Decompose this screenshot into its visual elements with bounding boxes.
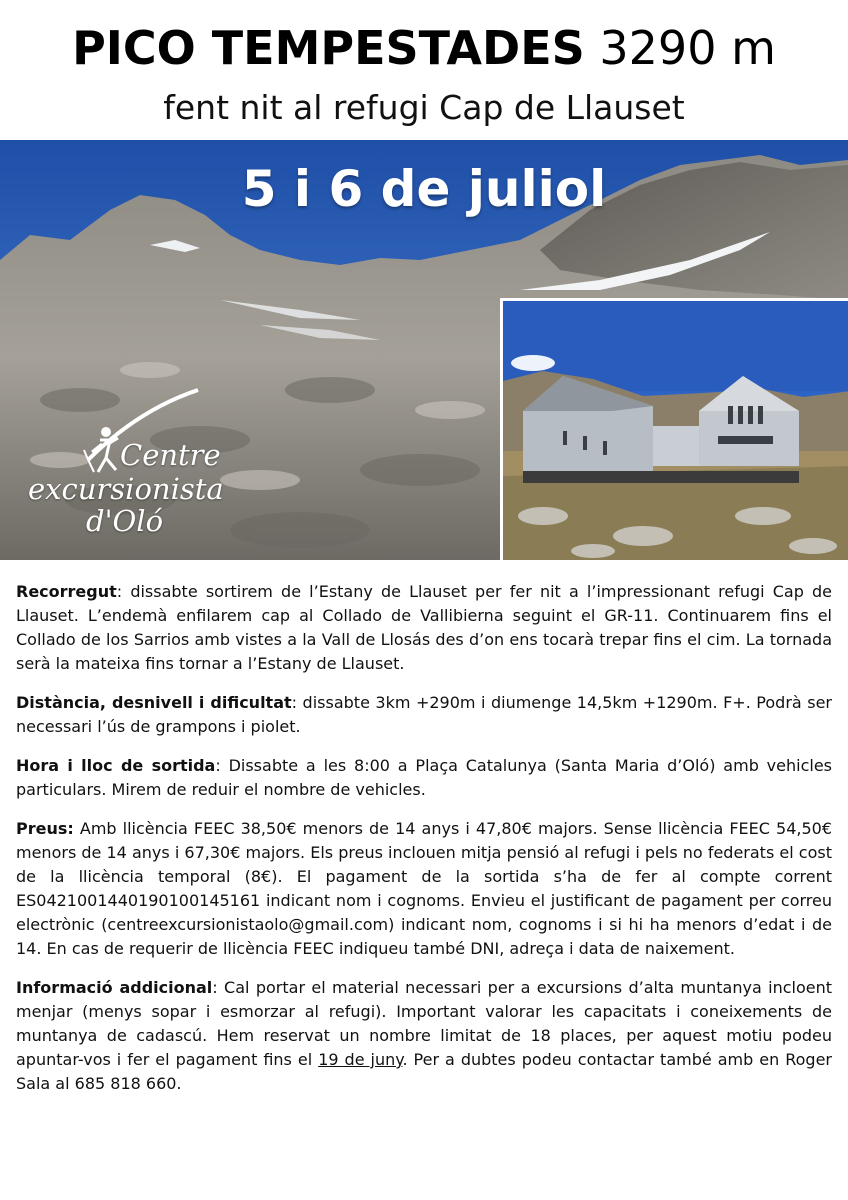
title-altitude: 3290 m xyxy=(584,21,776,75)
registration-deadline: 19 de juny xyxy=(318,1050,403,1069)
title-peak-name: PICO TEMPESTADES xyxy=(72,21,585,75)
logo-text-line3: d'Oló xyxy=(86,504,164,538)
club-logo xyxy=(28,380,278,540)
paragraph-additional-info xyxy=(16,976,832,1096)
label-route: Recorregut xyxy=(16,582,117,601)
text-additional-info-b: . Per a dubtes podeu contactar també amb en Roger Sala al 685 818 660. xyxy=(16,1050,833,1093)
label-distance: Distància, desnivell i dificultat xyxy=(16,693,292,712)
page-subtitle: fent nit al refugi Cap de Llauset xyxy=(163,88,685,127)
date-banner: 5 i 6 de juliol xyxy=(241,160,607,218)
refuge-building-image xyxy=(503,301,848,560)
text-prices: Amb llicència FEEC 38,50€ menors de 14 anys i 47,80€ majors. Sense llicència FEEC 54,50€ menors de 14 anys i 67,30€ majors. Els preus inclouen mitja pensió al refugi i pels no federats el cost de la llicència temporal (8€). El pagament de la sortida s’ha de fer al compte corrent ES0421001440190100145161 indicant nom i cognoms. Envieu el justificant de pagament per correu electrònic (centreexcursionistaolo@gmail.com) indicant nom, cognoms i si hi ha menors d’edat i de 14. En cas de requerir de llicència FEEC indiqueu també DNI, adreça i data de naixement. xyxy=(16,819,832,958)
paragraph-distance xyxy=(16,691,832,739)
text-route: : dissabte sortirem de l’Estany de Llauset per fer nit a l’impressionant refugi Cap de Llauset. L’endemà enfilarem cap al Collado de Vallibierna seguint el GR-11. Continuarem fins el Collado de los Sarrios amb vistes a la Vall de Llosás des d’on ens tocarà trepar fins el cim. La tornada serà la mateixa fins tornar a l’Estany de Llauset. xyxy=(16,582,832,673)
header xyxy=(0,0,848,140)
label-departure: Hora i lloc de sortida xyxy=(16,756,216,775)
page-title xyxy=(0,20,848,76)
text-departure: : Dissabte a les 8:00 a Plaça Catalunya (Santa Maria d’Oló) amb vehicles particulars. Mirem de reduir el nombre de vehicles. xyxy=(16,756,832,799)
paragraph-prices xyxy=(16,817,832,961)
event-details xyxy=(16,580,832,1111)
text-additional-info-a: : Cal portar el material necessari per a excursions d’alta muntanya incloent menjar (menys sopar i esmorzar al refugi). Important valorar les capacitats i coneixements de muntanya de cadascú. Hem reservat un nombre limitat de 18 places, per aquest motiu podeu apuntar-vos i fer el pagament fins el xyxy=(16,978,832,1069)
paragraph-route xyxy=(16,580,832,676)
logo-text-line1: Centre xyxy=(120,438,221,472)
label-additional-info: Informació addicional xyxy=(16,978,213,997)
refuge-photo xyxy=(500,298,848,560)
paragraph-departure xyxy=(16,754,832,802)
text-distance: : dissabte 3km +290m i diumenge 14,5km +1290m. F+. Podrà ser necessari l’ús de grampons i piolet. xyxy=(16,693,832,736)
logo-text-line2: excursionista xyxy=(28,472,224,506)
label-prices: Preus: xyxy=(16,819,74,838)
